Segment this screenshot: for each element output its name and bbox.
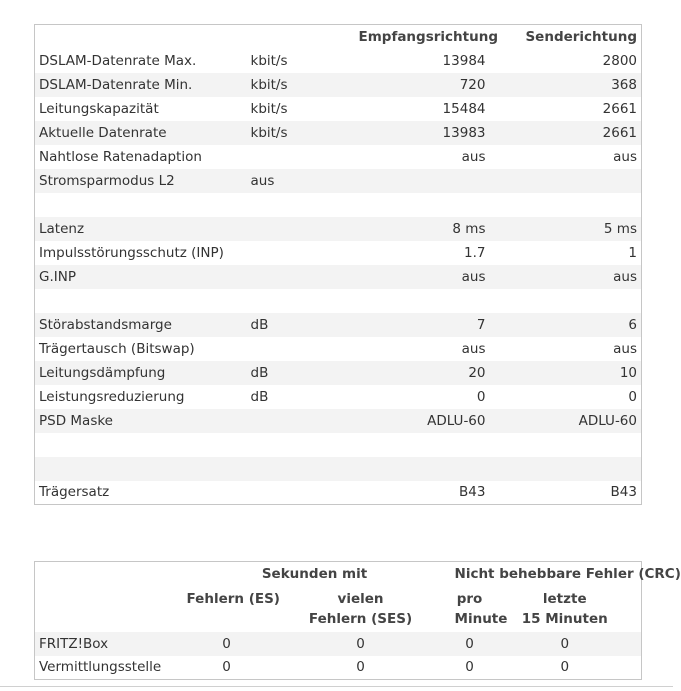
row-downstream: 0 [476,388,486,405]
row-upstream [490,433,642,457]
header-ses-line1: vielen [337,590,384,607]
row-label: Aktuelle Datenrate [39,124,167,141]
table-row [35,289,642,313]
header-crc-group: Nicht behebbare Fehler (CRC) [454,565,681,582]
row-upstream: 0 [628,388,637,405]
row-label: DSLAM-Datenrate Min. [39,76,193,93]
header-last-line2: 15 Minuten [521,610,608,627]
row-unit [247,481,355,505]
row-upstream [490,289,642,313]
table-row [35,409,642,433]
line-info-table [34,24,642,505]
header-pro-line2: Minute [454,610,508,627]
header-ses-line2: Fehlern (SES) [308,610,413,627]
table-row [35,97,642,121]
table-row [35,433,642,457]
row-label: Trägertausch (Bitswap) [39,340,195,357]
header-upstream: Senderichtung [525,28,637,45]
row-downstream: ADLU-60 [427,412,486,429]
row-unit [247,241,355,265]
table-row [35,241,642,265]
row-label [35,457,247,481]
row-label: Impulsstörungsschutz (INP) [39,244,224,261]
row-downstream [355,193,490,217]
error-row [35,632,642,656]
row-crc-minute: 0 [465,659,474,676]
header-es: Fehlern (ES) [186,590,280,607]
header-unit [247,25,355,49]
row-downstream: aus [461,340,486,357]
error-header-group-row [35,562,642,586]
error-header-sub-row [35,586,642,632]
row-upstream: 1 [628,244,637,261]
header-empty [35,562,183,586]
row-label: G.INP [39,268,76,285]
row-crc-15min: 0 [560,659,570,676]
table-row [35,265,642,289]
row-label: Leitungskapazität [39,100,159,117]
error-row [35,656,642,680]
table-row [35,49,642,73]
header-ses [271,586,451,632]
row-upstream: 10 [619,364,637,381]
row-downstream: 1.7 [464,244,486,261]
row-es: 0 [222,635,231,652]
row-downstream [355,169,490,193]
row-downstream: 720 [459,76,486,93]
row-unit [247,265,355,289]
row-ses: 0 [356,659,365,676]
row-label: PSD Maske [39,412,113,429]
row-crc-15min: 0 [560,635,570,652]
table-row [35,217,642,241]
table-header-row [35,25,642,49]
row-unit: aus [250,172,275,189]
row-label: Trägersatz [39,484,110,501]
row-upstream: 6 [628,316,637,333]
row-unit: kbit/s [250,76,288,93]
row-label: Störabstandsmarge [39,316,172,333]
table-row [35,121,642,145]
table-row [35,337,642,361]
row-downstream: 7 [476,316,486,333]
table-row [35,481,642,505]
row-upstream: B43 [610,484,637,501]
row-upstream [490,169,642,193]
row-unit: kbit/s [250,100,288,117]
row-unit [247,433,355,457]
row-downstream: 20 [468,364,486,381]
header-crc-last-15 [489,586,642,632]
row-label [35,193,247,217]
row-upstream: 368 [611,76,637,93]
row-downstream [355,433,490,457]
row-upstream: aus [613,268,637,285]
row-unit [247,337,355,361]
row-unit: dB [250,388,269,405]
row-unit [247,193,355,217]
row-ses: 0 [356,635,365,652]
table-row [35,385,642,409]
row-upstream [490,193,642,217]
row-crc-minute: 0 [465,635,474,652]
row-downstream: 15484 [442,100,486,117]
row-downstream: aus [461,268,486,285]
row-downstream: aus [461,148,486,165]
row-label: Latenz [39,220,85,237]
row-downstream: 13984 [442,52,486,69]
row-unit: kbit/s [250,52,288,69]
row-unit [247,145,355,169]
row-downstream [355,289,490,313]
row-label: Nahtlose Ratenadaption [39,148,202,165]
row-name: Vermittlungsstelle [39,659,162,676]
row-es: 0 [222,659,231,676]
row-label [35,433,247,457]
row-upstream [490,457,642,481]
row-downstream [355,457,490,481]
row-unit: kbit/s [250,124,288,141]
row-label [35,289,247,313]
row-upstream: aus [613,340,637,357]
row-unit [247,457,355,481]
header-seconds-group: Sekunden mit [261,565,368,582]
table-row [35,193,642,217]
row-downstream: B43 [459,484,486,501]
row-label: Stromsparmodus L2 [39,172,175,189]
row-upstream: 2661 [602,100,637,117]
row-upstream: ADLU-60 [578,412,637,429]
header-crc-per-minute [451,586,508,632]
table-row [35,313,642,337]
page-divider [0,686,673,687]
table-row [35,361,642,385]
table-row [35,73,642,97]
row-upstream: 2661 [602,124,637,141]
row-downstream: 8 ms [452,220,486,237]
row-downstream: 13983 [442,124,486,141]
table-row [35,169,642,193]
row-unit: dB [250,364,269,381]
row-unit: dB [250,316,269,333]
table-row [35,457,642,481]
row-name: FRITZ!Box [39,635,109,652]
row-unit [247,217,355,241]
row-label: Leitungsdämpfung [39,364,166,381]
header-label [35,25,247,49]
row-upstream: 5 ms [603,220,637,237]
error-stats-table [34,561,681,680]
row-upstream: aus [613,148,637,165]
header-pro-line1: pro [456,590,483,607]
row-label: DSLAM-Datenrate Max. [39,52,197,69]
row-upstream: 2800 [602,52,637,69]
header-empty [35,586,183,632]
row-unit [247,409,355,433]
header-last-line1: letzte [542,590,587,607]
table-row [35,145,642,169]
header-downstream: Empfangsrichtung [358,28,498,45]
row-label: Leistungsreduzierung [39,388,185,405]
row-unit [247,289,355,313]
